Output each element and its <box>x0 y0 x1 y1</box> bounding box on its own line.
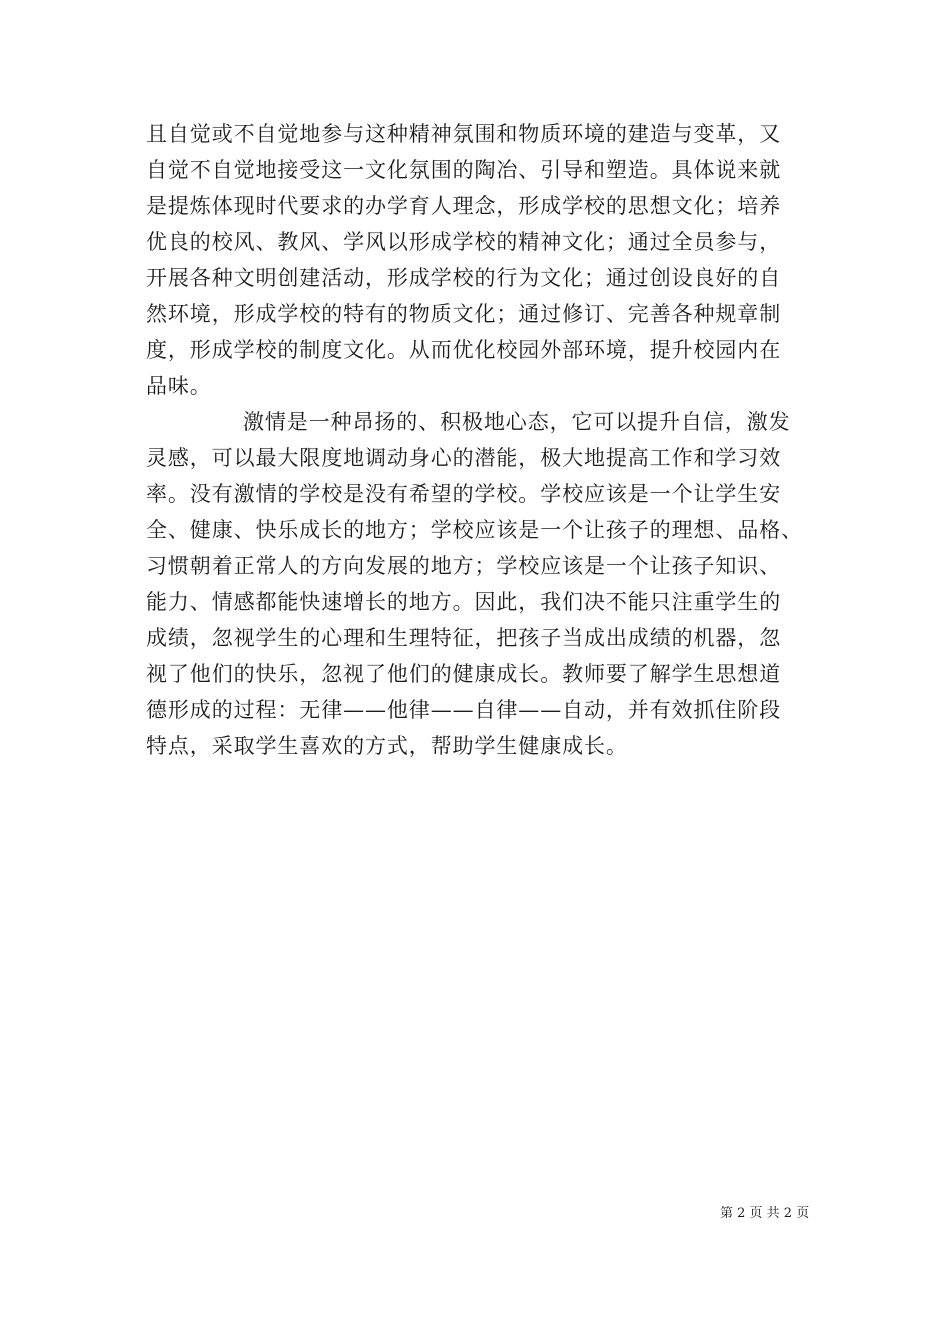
text-line: 习惯朝着正常人的方向发展的地方；学校应该是一个让孩子知识、 <box>146 554 782 578</box>
text-line: 开展各种文明创建活动，形成学校的行为文化；通过创设良好的自 <box>146 266 782 290</box>
document-body <box>146 116 846 764</box>
text-line: 视了他们的快乐，忽视了他们的健康成长。教师要了解学生思想道 <box>146 662 782 686</box>
text-line: 特点，采取学生喜欢的方式，帮助学生健康成长。 <box>146 734 628 758</box>
text-line: 品味。 <box>146 374 212 398</box>
text-line: 成绩，忽视学生的心理和生理特征，把孩子当成出成绩的机器，忽 <box>146 626 782 650</box>
text-line: 率。没有激情的学校是没有希望的学校。学校应该是一个让学生安 <box>146 482 782 506</box>
text-line: 优良的校风、教风、学风以形成学校的精神文化；通过全员参与， <box>146 230 782 254</box>
text-line: 德形成的过程：无律——他律——自律——自动，并有效抓住阶段 <box>146 698 782 722</box>
text-line: 然环境，形成学校的特有的物质文化；通过修订、完善各种规章制 <box>146 302 782 326</box>
text-line: 是提炼体现时代要求的办学育人理念，形成学校的思想文化；培养 <box>146 194 782 218</box>
text-line: 能力、情感都能快速增长的地方。因此，我们决不能只注重学生的 <box>146 590 782 614</box>
page-number-footer: 第 2 页 共 2 页 <box>720 1206 810 1221</box>
paragraph-first-line: 激情是一种昂扬的、积极地心态，它可以提升自信，激发 <box>243 410 791 434</box>
text-line: 自觉不自觉地接受这一文化氛围的陶冶、引导和塑造。具体说来就 <box>146 158 782 182</box>
text-line: 且自觉或不自觉地参与这种精神氛围和物质环境的建造与变革，又 <box>146 122 782 146</box>
text-line: 度，形成学校的制度文化。从而优化校园外部环境，提升校园内在 <box>146 338 782 362</box>
text-line: 全、健康、快乐成长的地方；学校应该是一个让孩子的理想、品格、 <box>146 518 803 542</box>
text-line: 灵感，可以最大限度地调动身心的潜能，极大地提高工作和学习效 <box>146 446 782 470</box>
